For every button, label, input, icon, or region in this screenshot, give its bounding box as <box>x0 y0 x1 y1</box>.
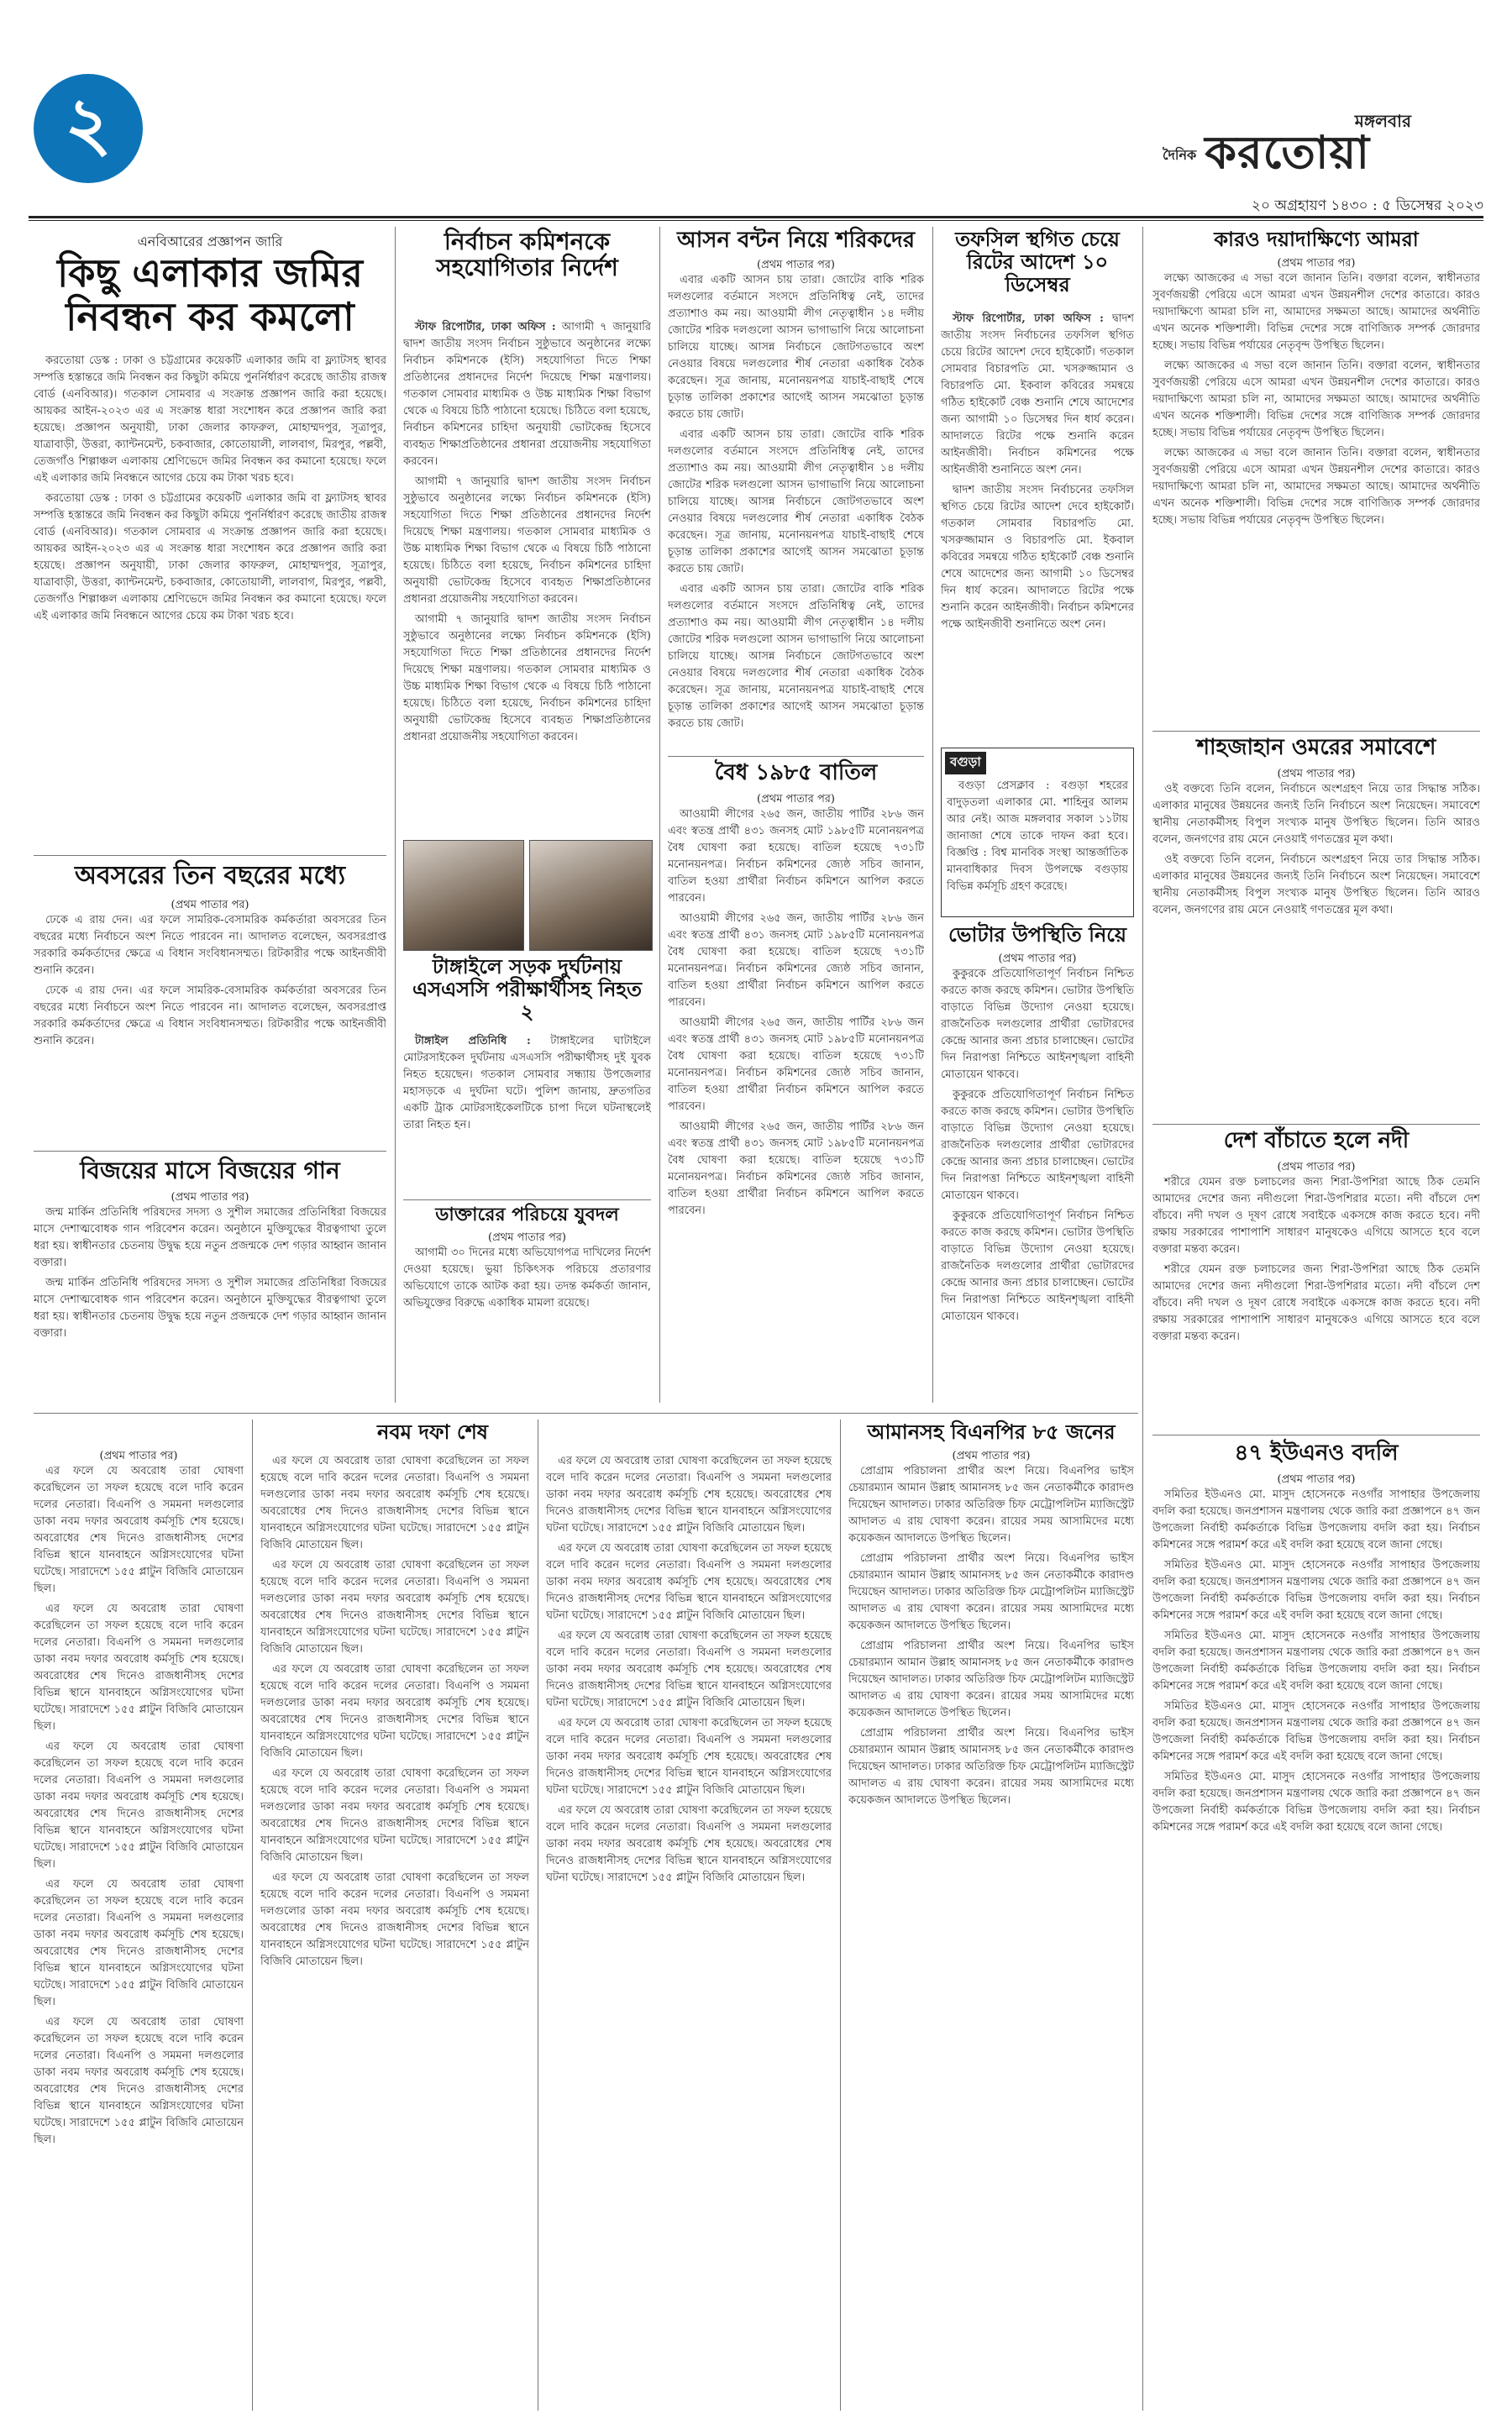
section-divider <box>34 855 386 856</box>
ninth-phase-body-cont: এর ফলে যে অবরোধ তারা ঘোষণা করেছিলেন তা সফল হয়েছে বলে দাবি করেন দলের নেতারা। বিএনপি ও সমমনা দলগুলোর ডাকা নবম দফার অবরোধ কর্মসূচি শেষ হয়েছে। অবরোধের শেষ দিনেও রাজধানীসহ দেশের বিভিন্ন স্থানে যানবাহনে অগ্নিসংযোগের ঘটনা ঘটেছে। সারাদেশে ১৫৫ প্লাটুন বিজিবি মোতায়েন ছিল। এর ফলে যে অবরোধ তারা ঘোষণা করেছিলেন তা সফল হয়েছে বলে দাবি করেন দলের নেতারা। বিএনপি ও সমমনা দলগুলোর ডাকা নবম দফার অবরোধ কর্মসূচি শেষ হয়েছে। অবরোধের শেষ দিনেও রাজধানীসহ দেশের বিভিন্ন স্থানে যানবাহনে অগ্নিসংযোগের ঘটনা ঘটেছে। সারাদেশে ১৫৫ প্লাটুন বিজিবি মোতায়েন ছিল। এর ফলে যে অবরোধ তারা ঘোষণা করেছিলেন তা সফল হয়েছে বলে দাবি করেন দলের নেতারা। বিএনপি ও সমমনা দলগুলোর ডাকা নবম দফার অবরোধ কর্মসূচি শেষ হয়েছে। অবরোধের শেষ দিনেও রাজধানীসহ দেশের বিভিন্ন স্থানে যানবাহনে অগ্নিসংযোগের ঘটনা ঘটেছে। সারাদেশে ১৫৫ প্লাটুন বিজিবি মোতায়েন ছিল। এর ফলে যে অবরোধ তারা ঘোষণা করেছিলেন তা সফল হয়েছে বলে দাবি করেন দলের নেতারা। বিএনপি ও সমমনা দলগুলোর ডাকা নবম দফার অবরোধ কর্মসূচি শেষ হয়েছে। অবরোধের শেষ দিনেও রাজধানীসহ দেশের বিভিন্ন স্থানে যানবাহনে অগ্নিসংযোগের ঘটনা ঘটেছে। সারাদেশে ১৫৫ প্লাটুন বিজিবি মোতায়েন ছিল। এর ফলে যে অবরোধ তারা ঘোষণা করেছিলেন তা সফল হয়েছে বলে দাবি করেন দলের নেতারা। বিএনপি ও সমমনা দলগুলোর ডাকা নবম দফার অবরোধ কর্মসূচি শেষ হয়েছে। অবরোধের শেষ দিনেও রাজধানীসহ দেশের বিভিন্ন স্থানে যানবাহনে অগ্নিসংযোগের ঘটনা ঘটেছে। সারাদেশে ১৫৫ প্লাটুন বিজিবি মোতায়েন ছিল। <box>260 1455 529 1968</box>
date-line: ২০ অগ্রহায়ণ ১৪৩০ : ৫ ডিসেম্বর ২০২৩ <box>1251 197 1483 214</box>
retirement-headline: অবসরের তিন বছরের মধ্যে <box>74 861 346 890</box>
day-label: মঙ্গলবার <box>1354 111 1411 131</box>
section-divider <box>668 756 924 757</box>
continued-note: (প্রথম পাতার পর) <box>171 1191 249 1204</box>
bogura-body: বগুড়া প্রেসক্লাব : বগুড়া শহরের বাদুড়তলা এলাকার মো. শাহিনুর আলম আর নেই। আজ মঙ্গলবার সকাল ১১টায় জানাজা শেষে তাকে দাফন করা হবে। বিজ্ঞপ্তি : বিশ্ব মানবিক সংস্থা আন্তর্জাতিক মানবাধিকার দিবস উপলক্ষে বগুড়ায় বিভিন্ন কর্মসূচি গ্রহণ করেছে। <box>947 779 1128 893</box>
section-divider <box>34 1413 1138 1414</box>
masthead-logo: করতোয়া <box>1205 125 1371 179</box>
column-divider <box>932 227 933 1403</box>
continued-note: (প্রথম পাতার পর) <box>1277 768 1356 780</box>
lead-headline: কিছু এলাকার জমির নিবন্ধন কর কমলো <box>57 250 363 339</box>
accident-body: টাঙ্গাইল প্রতিনিধি : টাঙ্গাইলের ঘাটাইলে মোটরসাইকেল দুর্ঘটনায় এসএসসি পরীক্ষার্থীসহ দুই যুবক নিহত হয়েছেন। গতকাল সোমবার সন্ধ্যায় উপজেলার মহাসড়কে এ দুর্ঘটনা ঘটে। পুলিশ জানায়, দ্রুতগতির একটি ট্রাক মোটরসাইকেলটিকে চাপা দিলে ঘটনাস্থলেই তারা নিহত হন। <box>403 1035 651 1131</box>
continued-note: (প্রথম পাতার পর) <box>1277 1473 1356 1486</box>
lead-body: করতোয়া ডেস্ক : ঢাকা ও চট্টগ্রামের কয়েকটি এলাকার জমি বা ফ্ল্যাটসহ স্থাবর সম্পত্তি হস্তান্তরে জমি নিবন্ধন কর কিছুটা কমিয়ে পুনর্নির্ধারণ করেছে জাতীয় রাজস্ব বোর্ড (এনবিআর)। গতকাল সোমবার এ সংক্রান্ত প্রজ্ঞাপন জারি করা হয়েছে। আয়কর আইন-২০২৩ এর এ সংক্রান্ত ধারা সংশোধন করে প্রজ্ঞাপন জারি করা হয়েছে। প্রজ্ঞাপন অনুযায়ী, ঢাকা জেলার কাফরুল, মোহাম্মদপুর, সূত্রাপুর, যাত্রাবাড়ী, উত্তরা, ক্যান্টনমেন্ট, চকবাজার, কোতোয়ালী, লালবাগ, মিরপুর, পল্লবী, তেজগাঁও শিল্পাঞ্চল এলাকায় শ্রেণিভেদে জমির নিবন্ধন কর কমানো হয়েছে। ফলে এই এলাকার জমি নিবন্ধনে আগের চেয়ে কম টাকা খরচ হবে। করতোয়া ডেস্ক : ঢাকা ও চট্টগ্রামের কয়েকটি এলাকার জমি বা ফ্ল্যাটসহ স্থাবর সম্পত্তি হস্তান্তরে জমি নিবন্ধন কর কিছুটা কমিয়ে পুনর্নির্ধারণ করেছে জাতীয় রাজস্ব বোর্ড (এনবিআর)। গতকাল সোমবার এ সংক্রান্ত প্রজ্ঞাপন জারি করা হয়েছে। আয়কর আইন-২০২৩ এর এ সংক্রান্ত ধারা সংশোধন করে প্রজ্ঞাপন জারি করা হয়েছে। প্রজ্ঞাপন অনুযায়ী, ঢাকা জেলার কাফরুল, মোহাম্মদপুর, সূত্রাপুর, যাত্রাবাড়ী, উত্তরা, ক্যান্টনমেন্ট, চকবাজার, কোতোয়ালী, লালবাগ, মিরপুর, পল্লবী, তেজগাঁও শিল্পাঞ্চল এলাকায় শ্রেণিভেদে জমির নিবন্ধন কর কমানো হয়েছে। ফলে এই এলাকার জমি নিবন্ধনে আগের চেয়ে কম টাকা খরচ হবে। <box>34 354 386 622</box>
section-divider <box>34 1151 386 1152</box>
bogura-tag: বগুড়া <box>945 752 986 774</box>
doctor-body: আগামী ৩০ দিনের মধ্যে অভিযোগপত্র দাখিলের নির্দেশ দেওয়া হয়েছে। ভুয়া চিকিৎসক পরিচয়ে প্রতারণার অভিযোগে তাকে আটক করা হয়। তদন্ত কর্মকর্তা জানান, অভিযুক্তের বিরুদ্ধে একাধিক মামলা রয়েছে। <box>403 1246 651 1309</box>
ninth-phase-headline: নবম দফা শেষ <box>377 1420 488 1444</box>
bnp-verdict-headline: আমানসহ বিএনপির ৮৫ জনের <box>867 1420 1116 1444</box>
valid-nominations-headline: বৈধ ১৯৮৫ বাতিল <box>714 760 878 785</box>
valid-nominations-body: আওয়ামী লীগের ২৬৫ জন, জাতীয় পার্টির ২৮৬ জন এবং স্বতন্ত্র প্রার্থী ৪৩১ জনসহ মোট ১৯৮৫টি মনোনয়নপত্র বৈধ ঘোষণা করা হয়েছে। বাতিল হয়েছে ৭৩১টি মনোনয়নপত্র। নির্বাচন কমিশনের জ্যেষ্ঠ সচিব জানান, বাতিল হওয়া প্রার্থীরা নির্বাচন কমিশনে আপিল করতে পারবেন। আওয়ামী লীগের ২৬৫ জন, জাতীয় পার্টির ২৮৬ জন এবং স্বতন্ত্র প্রার্থী ৪৩১ জনসহ মোট ১৯৮৫টি মনোনয়নপত্র বৈধ ঘোষণা করা হয়েছে। বাতিল হয়েছে ৭৩১টি মনোনয়নপত্র। নির্বাচন কমিশনের জ্যেষ্ঠ সচিব জানান, বাতিল হওয়া প্রার্থীরা নির্বাচন কমিশনে আপিল করতে পারবেন। আওয়ামী লীগের ২৬৫ জন, জাতীয় পার্টির ২৮৬ জন এবং স্বতন্ত্র প্রার্থী ৪৩১ জনসহ মোট ১৯৮৫টি মনোনয়নপত্র বৈধ ঘোষণা করা হয়েছে। বাতিল হয়েছে ৭৩১টি মনোনয়নপত্র। নির্বাচন কমিশনের জ্যেষ্ঠ সচিব জানান, বাতিল হওয়া প্রার্থীরা নির্বাচন কমিশনে আপিল করতে পারবেন। আওয়ামী লীগের ২৬৫ জন, জাতীয় পার্টির ২৮৬ জন এবং স্বতন্ত্র প্রার্থী ৪৩১ জনসহ মোট ১৯৮৫টি মনোনয়নপত্র বৈধ ঘোষণা করা হয়েছে। বাতিল হয়েছে ৭৩১টি মনোনয়নপত্র। নির্বাচন কমিশনের জ্যেষ্ঠ সচিব জানান, বাতিল হওয়া প্রার্থীরা নির্বাচন কমিশনে আপিল করতে পারবেন। <box>668 808 924 1217</box>
river-body: শরীরে যেমন রক্ত চলাচলের জন্য শিরা-উপশিরা আছে ঠিক তেমনি আমাদের দেশের জন্য নদীগুলো শিরা-উপশিরার মতো। নদী বাঁচলে দেশ বাঁচবে। নদী দখল ও দূষণ রোধে সবাইকে একসঙ্গে কাজ করতে হবে। নদী রক্ষায় সরকারের পাশাপাশি সাধারণ মানুষকেও এগিয়ে আসতে হবে বলে বক্তারা মন্তব্য করেন। শরীরে যেমন রক্ত চলাচলের জন্য শিরা-উপশিরা আছে ঠিক তেমনি আমাদের দেশের জন্য নদীগুলো শিরা-উপশিরার মতো। নদী বাঁচলে দেশ বাঁচবে। নদী দখল ও দূষণ রোধে সবাইকে একসঙ্গে কাজ করতে হবে। নদী রক্ষায় সরকারের পাশাপাশি সাধারণ মানুষকেও এগিয়ে আসতে হবে বলে বক্তারা মন্তব্য করেন। <box>1152 1176 1480 1343</box>
bogura-box <box>941 748 1134 917</box>
page-number-badge <box>34 74 143 183</box>
column-divider <box>1142 227 1143 2411</box>
column-divider <box>659 227 660 1403</box>
page-number: ২ <box>65 81 112 166</box>
section-divider <box>1152 1124 1480 1125</box>
voter-turnout-headline: ভোটার উপস্থিতি নিয়ে <box>948 922 1127 947</box>
header-rule <box>29 216 1483 218</box>
continued-note: (প্রথম পাতার পর) <box>952 1450 1031 1462</box>
uno-transfer-body: সমিতির ইউএনও মো. মাসুদ হোসেনকে নওগাঁর সাপাহার উপজেলায় বদলি করা হয়েছে। জনপ্রশাসন মন্ত্রণালয় থেকে জারি করা প্রজ্ঞাপনে ৪৭ জন উপজেলা নির্বাহী কর্মকর্তাকে বিভিন্ন উপজেলায় বদলি করা হয়। নির্বাচন কমিশনের সঙ্গে পরামর্শ করে এই বদলি করা হয়েছে বলে জানা গেছে। সমিতির ইউএনও মো. মাসুদ হোসেনকে নওগাঁর সাপাহার উপজেলায় বদলি করা হয়েছে। জনপ্রশাসন মন্ত্রণালয় থেকে জারি করা প্রজ্ঞাপনে ৪৭ জন উপজেলা নির্বাহী কর্মকর্তাকে বিভিন্ন উপজেলায় বদলি করা হয়। নির্বাচন কমিশনের সঙ্গে পরামর্শ করে এই বদলি করা হয়েছে বলে জানা গেছে। সমিতির ইউএনও মো. মাসুদ হোসেনকে নওগাঁর সাপাহার উপজেলায় বদলি করা হয়েছে। জনপ্রশাসন মন্ত্রণালয় থেকে জারি করা প্রজ্ঞাপনে ৪৭ জন উপজেলা নির্বাহী কর্মকর্তাকে বিভিন্ন উপজেলায় বদলি করা হয়। নির্বাচন কমিশনের সঙ্গে পরামর্শ করে এই বদলি করা হয়েছে বলে জানা গেছে। সমিতির ইউএনও মো. মাসুদ হোসেনকে নওগাঁর সাপাহার উপজেলায় বদলি করা হয়েছে। জনপ্রশাসন মন্ত্রণালয় থেকে জারি করা প্রজ্ঞাপনে ৪৭ জন উপজেলা নির্বাহী কর্মকর্তাকে বিভিন্ন উপজেলায় বদলি করা হয়। নির্বাচন কমিশনের সঙ্গে পরামর্শ করে এই বদলি করা হয়েছে বলে জানা গেছে। সমিতির ইউএনও মো. মাসুদ হোসেনকে নওগাঁর সাপাহার উপজেলায় বদলি করা হয়েছে। জনপ্রশাসন মন্ত্রণালয় থেকে জারি করা প্রজ্ঞাপনে ৪৭ জন উপজেলা নির্বাহী কর্মকর্তাকে বিভিন্ন উপজেলায় বদলি করা হয়। নির্বাচন কমিশনের সঙ্গে পরামর্শ করে এই বদলি করা হয়েছে বলে জানা গেছে। <box>1152 1488 1480 1834</box>
election-commission-headline: নির্বাচন কমিশনকে সহযোগিতার নির্দেশ <box>436 228 618 282</box>
section-divider <box>1152 731 1480 732</box>
shahjahan-body: ওই বক্তব্যে তিনি বলেন, নির্বাচনে অংশগ্রহণ নিয়ে তার সিদ্ধান্ত সঠিক। এলাকার মানুষের উন্নয়নের জন্যই তিনি নির্বাচনে অংশ নিয়েছেন। সমাবেশে স্থানীয় নেতাকর্মীসহ বিপুল সংখ্যক মানুষ উপস্থিত ছিলেন। তিনি আরও বলেন, জনগণের রায় মেনে নেওয়াই গণতন্ত্রের মূল কথা। ওই বক্তব্যে তিনি বলেন, নির্বাচনে অংশগ্রহণ নিয়ে তার সিদ্ধান্ত সঠিক। এলাকার মানুষের উন্নয়নের জন্যই তিনি নির্বাচনে অংশ নিয়েছেন। সমাবেশে স্থানীয় নেতাকর্মীসহ বিপুল সংখ্যক মানুষ উপস্থিত ছিলেন। তিনি আরও বলেন, জনগণের রায় মেনে নেওয়াই গণতন্ত্রের মূল কথা। <box>1152 783 1480 916</box>
masthead <box>1163 126 1482 185</box>
voter-turnout-body: কুকুরকে প্রতিযোগিতাপূর্ণ নির্বাচন নিশ্চিত করতে কাজ করছে কমিশন। ভোটার উপস্থিতি বাড়াতে বিভিন্ন উদ্যোগ নেওয়া হয়েছে। রাজনৈতিক দলগুলোর প্রার্থীরা ভোটারদের কেন্দ্রে আনার জন্য প্রচার চালাচ্ছেন। ভোটের দিন নিরাপত্তা নিশ্চিতে আইনশৃঙ্খলা বাহিনী মোতায়েন থাকবে। কুকুরকে প্রতিযোগিতাপূর্ণ নির্বাচন নিশ্চিত করতে কাজ করছে কমিশন। ভোটার উপস্থিতি বাড়াতে বিভিন্ন উদ্যোগ নেওয়া হয়েছে। রাজনৈতিক দলগুলোর প্রার্থীরা ভোটারদের কেন্দ্রে আনার জন্য প্রচার চালাচ্ছেন। ভোটের দিন নিরাপত্তা নিশ্চিতে আইনশৃঙ্খলা বাহিনী মোতায়েন থাকবে। কুকুরকে প্রতিযোগিতাপূর্ণ নির্বাচন নিশ্চিত করতে কাজ করছে কমিশন। ভোটার উপস্থিতি বাড়াতে বিভিন্ন উদ্যোগ নেওয়া হয়েছে। রাজনৈতিক দলগুলোর প্রার্থীরা ভোটারদের কেন্দ্রে আনার জন্য প্রচার চালাচ্ছেন। ভোটের দিন নিরাপত্তা নিশ্চিতে আইনশৃঙ্খলা বাহিনী মোতায়েন থাকবে। <box>941 968 1134 1323</box>
victim-photo <box>403 840 524 951</box>
doctor-headline: ডাক্তারের পরিচয়ে যুবদল <box>435 1204 619 1225</box>
accident-headline: টাঙ্গাইলে সড়ক দুর্ঘটনায় এসএসসি পরীক্ষার্থীসহ নিহত ২ <box>412 954 643 1024</box>
masthead-small: দৈনিক <box>1163 147 1197 163</box>
uno-transfer-headline: ৪৭ ইউএনও বদলি <box>1234 1441 1399 1466</box>
continued-note: (প্রথম পাতার পর) <box>1277 1161 1356 1173</box>
victim-photo <box>529 840 653 951</box>
dependence-headline: কারও দয়াদাক্ষিণ্যে আমরা <box>1214 227 1419 251</box>
continued-note: (প্রথম পাতার পর) <box>171 899 249 911</box>
continued-note: (প্রথম পাতার পর) <box>757 793 835 806</box>
seat-sharing-headline: আসন বন্টন নিয়ে শরিকদের <box>676 228 916 253</box>
ninth-phase-body: এর ফলে যে অবরোধ তারা ঘোষণা করেছিলেন তা সফল হয়েছে বলে দাবি করেন দলের নেতারা। বিএনপি ও সমমনা দলগুলোর ডাকা নবম দফার অবরোধ কর্মসূচি শেষ হয়েছে। অবরোধের শেষ দিনেও রাজধানীসহ দেশের বিভিন্ন স্থানে যানবাহনে অগ্নিসংযোগের ঘটনা ঘটেছে। সারাদেশে ১৫৫ প্লাটুন বিজিবি মোতায়েন ছিল। এর ফলে যে অবরোধ তারা ঘোষণা করেছিলেন তা সফল হয়েছে বলে দাবি করেন দলের নেতারা। বিএনপি ও সমমনা দলগুলোর ডাকা নবম দফার অবরোধ কর্মসূচি শেষ হয়েছে। অবরোধের শেষ দিনেও রাজধানীসহ দেশের বিভিন্ন স্থানে যানবাহনে অগ্নিসংযোগের ঘটনা ঘটেছে। সারাদেশে ১৫৫ প্লাটুন বিজিবি মোতায়েন ছিল। এর ফলে যে অবরোধ তারা ঘোষণা করেছিলেন তা সফল হয়েছে বলে দাবি করেন দলের নেতারা। বিএনপি ও সমমনা দলগুলোর ডাকা নবম দফার অবরোধ কর্মসূচি শেষ হয়েছে। অবরোধের শেষ দিনেও রাজধানীসহ দেশের বিভিন্ন স্থানে যানবাহনে অগ্নিসংযোগের ঘটনা ঘটেছে। সারাদেশে ১৫৫ প্লাটুন বিজিবি মোতায়েন ছিল। এর ফলে যে অবরোধ তারা ঘোষণা করেছিলেন তা সফল হয়েছে বলে দাবি করেন দলের নেতারা। বিএনপি ও সমমনা দলগুলোর ডাকা নবম দফার অবরোধ কর্মসূচি শেষ হয়েছে। অবরোধের শেষ দিনেও রাজধানীসহ দেশের বিভিন্ন স্থানে যানবাহনে অগ্নিসংযোগের ঘটনা ঘটেছে। সারাদেশে ১৫৫ প্লাটুন বিজিবি মোতায়েন ছিল। এর ফলে যে অবরোধ তারা ঘোষণা করেছিলেন তা সফল হয়েছে বলে দাবি করেন দলের নেতারা। বিএনপি ও সমমনা দলগুলোর ডাকা নবম দফার অবরোধ কর্মসূচি শেষ হয়েছে। অবরোধের শেষ দিনেও রাজধানীসহ দেশের বিভিন্ন স্থানে যানবাহনে অগ্নিসংযোগের ঘটনা ঘটেছে। সারাদেশে ১৫৫ প্লাটুন বিজিবি মোতায়েন ছিল। <box>34 1465 244 2146</box>
victory-headline: বিজয়ের মাসে বিজয়ের গান <box>80 1157 340 1184</box>
bnp-verdict-body: প্রোগ্রাম পরিচালনা প্রার্থীর অংশ নিয়ে। বিএনপির ভাইস চেয়ারম্যান আমান উল্লাহ আমানসহ ৮৫ জন নেতাকর্মীকে কারাদণ্ড দিয়েছেন আদালত। ঢাকার অতিরিক্ত চিফ মেট্রোপলিটন ম্যাজিস্ট্রেট আদালত এ রায় ঘোষণা করেন। রায়ের সময় আসামিদের মধ্যে কয়েকজন আদালতে উপস্থিত ছিলেন। প্রোগ্রাম পরিচালনা প্রার্থীর অংশ নিয়ে। বিএনপির ভাইস চেয়ারম্যান আমান উল্লাহ আমানসহ ৮৫ জন নেতাকর্মীকে কারাদণ্ড দিয়েছেন আদালত। ঢাকার অতিরিক্ত চিফ মেট্রোপলিটন ম্যাজিস্ট্রেট আদালত এ রায় ঘোষণা করেন। রায়ের সময় আসামিদের মধ্যে কয়েকজন আদালতে উপস্থিত ছিলেন। প্রোগ্রাম পরিচালনা প্রার্থীর অংশ নিয়ে। বিএনপির ভাইস চেয়ারম্যান আমান উল্লাহ আমানসহ ৮৫ জন নেতাকর্মীকে কারাদণ্ড দিয়েছেন আদালত। ঢাকার অতিরিক্ত চিফ মেট্রোপলিটন ম্যাজিস্ট্রেট আদালত এ রায় ঘোষণা করেন। রায়ের সময় আসামিদের মধ্যে কয়েকজন আদালতে উপস্থিত ছিলেন। প্রোগ্রাম পরিচালনা প্রার্থীর অংশ নিয়ে। বিএনপির ভাইস চেয়ারম্যান আমান উল্লাহ আমানসহ ৮৫ জন নেতাকর্মীকে কারাদণ্ড দিয়েছেন আদালত। ঢাকার অতিরিক্ত চিফ মেট্রোপলিটন ম্যাজিস্ট্রেট আদালত এ রায় ঘোষণা করেন। রায়ের সময় আসামিদের মধ্যে কয়েকজন আদালতে উপস্থিত ছিলেন। <box>848 1465 1134 1807</box>
continued-note: (প্রথম পাতার পর) <box>99 1450 178 1462</box>
dependence-body: লক্ষ্যে আজকের এ সভা বলে জানান তিনি। বক্তারা বলেন, স্বাধীনতার সুবর্ণজয়ন্তী পেরিয়ে এসে আমরা এখন উন্নয়নশীল দেশের কাতারে। কারও দয়াদাক্ষিণ্যে আমরা চলি না, আমাদের সক্ষমতা আছে। আমাদের অর্থনীতি এখন অনেক শক্তিশালী। বিভিন্ন দেশের সঙ্গে বাণিজ্যিক সম্পর্ক জোরদার হচ্ছে। সভায় বিভিন্ন পর্যায়ের নেতৃবৃন্দ উপস্থিত ছিলেন। লক্ষ্যে আজকের এ সভা বলে জানান তিনি। বক্তারা বলেন, স্বাধীনতার সুবর্ণজয়ন্তী পেরিয়ে এসে আমরা এখন উন্নয়নশীল দেশের কাতারে। কারও দয়াদাক্ষিণ্যে আমরা চলি না, আমাদের সক্ষমতা আছে। আমাদের অর্থনীতি এখন অনেক শক্তিশালী। বিভিন্ন দেশের সঙ্গে বাণিজ্যিক সম্পর্ক জোরদার হচ্ছে। সভায় বিভিন্ন পর্যায়ের নেতৃবৃন্দ উপস্থিত ছিলেন। লক্ষ্যে আজকের এ সভা বলে জানান তিনি। বক্তারা বলেন, স্বাধীনতার সুবর্ণজয়ন্তী পেরিয়ে এসে আমরা এখন উন্নয়নশীল দেশের কাতারে। কারও দয়াদাক্ষিণ্যে আমরা চলি না, আমাদের সক্ষমতা আছে। আমাদের অর্থনীতি এখন অনেক শক্তিশালী। বিভিন্ন দেশের সঙ্গে বাণিজ্যিক সম্পর্ক জোরদার হচ্ছে। সভায় বিভিন্ন পর্যায়ের নেতৃবৃন্দ উপস্থিত ছিলেন। <box>1152 272 1480 527</box>
retirement-body: ঢেকে এ রায় দেন। এর ফলে সামরিক-বেসামরিক কর্মকর্তারা অবসরের তিন বছরের মধ্যে নির্বাচনে অংশ নিতে পারবেন না। আদালত বলেছেন, অবসরপ্রাপ্ত সরকারি কর্মকর্তাদের ক্ষেত্রে এ বিধান সংবিধানসম্মত। রিটকারীর পক্ষে আইনজীবী শুনানি করেন। ঢেকে এ রায় দেন। এর ফলে সামরিক-বেসামরিক কর্মকর্তারা অবসরের তিন বছরের মধ্যে নির্বাচনে অংশ নিতে পারবেন না। আদালত বলেছেন, অবসরপ্রাপ্ত সরকারি কর্মকর্তাদের ক্ষেত্রে এ বিধান সংবিধানসম্মত। রিটকারীর পক্ষে আইনজীবী শুনানি করেন। <box>34 914 386 1047</box>
river-headline: দেশ বাঁচাতে হলে নদী <box>1223 1128 1410 1153</box>
column-divider <box>252 1420 253 2411</box>
column-divider <box>395 227 396 1403</box>
continued-note: (প্রথম পাতার পর) <box>488 1231 566 1244</box>
lead-shoulder: এনবিআরের প্রজ্ঞাপন জারি <box>137 234 283 249</box>
continued-note: (প্রথম পাতার পর) <box>998 953 1077 965</box>
section-divider <box>403 1199 651 1200</box>
seat-sharing-body: এবার একটি আসন চায় তারা। জোটের বাকি শরিক দলগুলোর বর্তমানে সংসদে প্রতিনিধিত্ব নেই, তাদের প্রত্যাশাও কম নয়। আওয়ামী লীগ নেতৃত্বাধীন ১৪ দলীয় জোটের শরিক দলগুলো আসন ভাগাভাগি নিয়ে আলোচনা চালিয়ে যাচ্ছে। আসন্ন নির্বাচনে জোটগতভাবে অংশ নেওয়ার বিষয়ে দলগুলোর শীর্ষ নেতারা একাধিক বৈঠক করেছেন। সূত্র জানায়, মনোনয়নপত্র যাচাই-বাছাই শেষে চূড়ান্ত তালিকা প্রকাশের আগেই আসন সমঝোতা চূড়ান্ত করতে চায় জোট। এবার একটি আসন চায় তারা। জোটের বাকি শরিক দলগুলোর বর্তমানে সংসদে প্রতিনিধিত্ব নেই, তাদের প্রত্যাশাও কম নয়। আওয়ামী লীগ নেতৃত্বাধীন ১৪ দলীয় জোটের শরিক দলগুলো আসন ভাগাভাগি নিয়ে আলোচনা চালিয়ে যাচ্ছে। আসন্ন নির্বাচনে জোটগতভাবে অংশ নেওয়ার বিষয়ে দলগুলোর শীর্ষ নেতারা একাধিক বৈঠক করেছেন। সূত্র জানায়, মনোনয়নপত্র যাচাই-বাছাই শেষে চূড়ান্ত তালিকা প্রকাশের আগেই আসন সমঝোতা চূড়ান্ত করতে চায় জোট। এবার একটি আসন চায় তারা। জোটের বাকি শরিক দলগুলোর বর্তমানে সংসদে প্রতিনিধিত্ব নেই, তাদের প্রত্যাশাও কম নয়। আওয়ামী লীগ নেতৃত্বাধীন ১৪ দলীয় জোটের শরিক দলগুলো আসন ভাগাভাগি নিয়ে আলোচনা চালিয়ে যাচ্ছে। আসন্ন নির্বাচনে জোটগতভাবে অংশ নেওয়ার বিষয়ে দলগুলোর শীর্ষ নেতারা একাধিক বৈঠক করেছেন। সূত্র জানায়, মনোনয়নপত্র যাচাই-বাছাই শেষে চূড়ান্ত তালিকা প্রকাশের আগেই আসন সমঝোতা চূড়ান্ত করতে চায় জোট। <box>668 274 924 730</box>
victory-body: জন্ম মার্কিন প্রতিনিধি পরিষদের সদস্য ও সুশীল সমাজের প্রতিনিধিরা বিজয়ের মাসে দেশাত্মবোধক গান পরিবেশন করেন। অনুষ্ঠানে মুক্তিযুদ্ধের বীরত্বগাথা তুলে ধরা হয়। স্বাধীনতার চেতনায় উদ্বুদ্ধ হয়ে নতুন প্রজন্মকে দেশ গড়ার আহ্বান জানান বক্তারা। জন্ম মার্কিন প্রতিনিধি পরিষদের সদস্য ও সুশীল সমাজের প্রতিনিধিরা বিজয়ের মাসে দেশাত্মবোধক গান পরিবেশন করেন। অনুষ্ঠানে মুক্তিযুদ্ধের বীরত্বগাথা তুলে ধরা হয়। স্বাধীনতার চেতনায় উদ্বুদ্ধ হয়ে নতুন প্রজন্মকে দেশ গড়ার আহ্বান জানান বক্তারা। <box>34 1206 386 1340</box>
header-rule-thin <box>29 220 1483 221</box>
schedule-writ-body: স্টাফ রিপোর্টার, ঢাকা অফিস : দ্বাদশ জাতীয় সংসদ নির্বাচনের তফসিল স্থগিত চেয়ে রিটের আদেশ দেবে হাইকোর্ট। গতকাল সোমবার বিচারপতি মো. খসরুজ্জামান ও বিচারপতি মো. ইকবাল কবিরের সমন্বয়ে গঠিত হাইকোর্ট বেঞ্চ শুনানি শেষে আদেশের জন্য আগামী ১০ ডিসেম্বর দিন ধার্য করেন। আদালতে রিটের পক্ষে শুনানি করেন আইনজীবী। নির্বাচন কমিশনের পক্ষে আইনজীবী শুনানিতে অংশ নেন। দ্বাদশ জাতীয় সংসদ নির্বাচনের তফসিল স্থগিত চেয়ে রিটের আদেশ দেবে হাইকোর্ট। গতকাল সোমবার বিচারপতি মো. খসরুজ্জামান ও বিচারপতি মো. ইকবাল কবিরের সমন্বয়ে গঠিত হাইকোর্ট বেঞ্চ শুনানি শেষে আদেশের জন্য আগামী ১০ ডিসেম্বর দিন ধার্য করেন। আদালতে রিটের পক্ষে শুনানি করেন আইনজীবী। নির্বাচন কমিশনের পক্ষে আইনজীবী শুনানিতে অংশ নেন। <box>941 312 1134 631</box>
shahjahan-headline: শাহজাহান ওমরের সমাবেশে <box>1196 735 1436 760</box>
schedule-writ-headline: তফসিল স্থগিত চেয়ে রিটের আদেশ ১০ ডিসেম্বর <box>955 227 1120 297</box>
continued-note: (প্রথম পাতার পর) <box>757 259 835 271</box>
column-divider <box>840 1420 841 2411</box>
election-commission-body: স্টাফ রিপোর্টার, ঢাকা অফিস : আগামী ৭ জানুয়ারি দ্বাদশ জাতীয় সংসদ নির্বাচন সুষ্ঠুভাবে অনুষ্ঠানের লক্ষ্যে নির্বাচন কমিশনকে (ইসি) সহযোগিতা দিতে শিক্ষা প্রতিষ্ঠানের প্রধানদের নির্দেশ দিয়েছে শিক্ষা মন্ত্রণালয়। গতকাল সোমবার মাধ্যমিক ও উচ্চ মাধ্যমিক শিক্ষা বিভাগ থেকে এ বিষয়ে চিঠি পাঠানো হয়েছে। চিঠিতে বলা হয়েছে, নির্বাচন কমিশনের চাহিদা অনুযায়ী ভোটকেন্দ্র হিসেবে ব্যবহৃত শিক্ষাপ্রতিষ্ঠানের প্রধানরা প্রয়োজনীয় সহযোগিতা করবেন। আগামী ৭ জানুয়ারি দ্বাদশ জাতীয় সংসদ নির্বাচন সুষ্ঠুভাবে অনুষ্ঠানের লক্ষ্যে নির্বাচন কমিশনকে (ইসি) সহযোগিতা দিতে শিক্ষা প্রতিষ্ঠানের প্রধানদের নির্দেশ দিয়েছে শিক্ষা মন্ত্রণালয়। গতকাল সোমবার মাধ্যমিক ও উচ্চ মাধ্যমিক শিক্ষা বিভাগ থেকে এ বিষয়ে চিঠি পাঠানো হয়েছে। চিঠিতে বলা হয়েছে, নির্বাচন কমিশনের চাহিদা অনুযায়ী ভোটকেন্দ্র হিসেবে ব্যবহৃত শিক্ষাপ্রতিষ্ঠানের প্রধানরা প্রয়োজনীয় সহযোগিতা করবেন। আগামী ৭ জানুয়ারি দ্বাদশ জাতীয় সংসদ নির্বাচন সুষ্ঠুভাবে অনুষ্ঠানের লক্ষ্যে নির্বাচন কমিশনকে (ইসি) সহযোগিতা দিতে শিক্ষা প্রতিষ্ঠানের প্রধানদের নির্দেশ দিয়েছে শিক্ষা মন্ত্রণালয়। গতকাল সোমবার মাধ্যমিক ও উচ্চ মাধ্যমিক শিক্ষা বিভাগ থেকে এ বিষয়ে চিঠি পাঠানো হয়েছে। চিঠিতে বলা হয়েছে, নির্বাচন কমিশনের চাহিদা অনুযায়ী ভোটকেন্দ্র হিসেবে ব্যবহৃত শিক্ষাপ্রতিষ্ঠানের প্রধানরা প্রয়োজনীয় সহযোগিতা করবেন। <box>403 321 651 743</box>
ninth-phase-body-cont: এর ফলে যে অবরোধ তারা ঘোষণা করেছিলেন তা সফল হয়েছে বলে দাবি করেন দলের নেতারা। বিএনপি ও সমমনা দলগুলোর ডাকা নবম দফার অবরোধ কর্মসূচি শেষ হয়েছে। অবরোধের শেষ দিনেও রাজধানীসহ দেশের বিভিন্ন স্থানে যানবাহনে অগ্নিসংযোগের ঘটনা ঘটেছে। সারাদেশে ১৫৫ প্লাটুন বিজিবি মোতায়েন ছিল। এর ফলে যে অবরোধ তারা ঘোষণা করেছিলেন তা সফল হয়েছে বলে দাবি করেন দলের নেতারা। বিএনপি ও সমমনা দলগুলোর ডাকা নবম দফার অবরোধ কর্মসূচি শেষ হয়েছে। অবরোধের শেষ দিনেও রাজধানীসহ দেশের বিভিন্ন স্থানে যানবাহনে অগ্নিসংযোগের ঘটনা ঘটেছে। সারাদেশে ১৫৫ প্লাটুন বিজিবি মোতায়েন ছিল। এর ফলে যে অবরোধ তারা ঘোষণা করেছিলেন তা সফল হয়েছে বলে দাবি করেন দলের নেতারা। বিএনপি ও সমমনা দলগুলোর ডাকা নবম দফার অবরোধ কর্মসূচি শেষ হয়েছে। অবরোধের শেষ দিনেও রাজধানীসহ দেশের বিভিন্ন স্থানে যানবাহনে অগ্নিসংযোগের ঘটনা ঘটেছে। সারাদেশে ১৫৫ প্লাটুন বিজিবি মোতায়েন ছিল। এর ফলে যে অবরোধ তারা ঘোষণা করেছিলেন তা সফল হয়েছে বলে দাবি করেন দলের নেতারা। বিএনপি ও সমমনা দলগুলোর ডাকা নবম দফার অবরোধ কর্মসূচি শেষ হয়েছে। অবরোধের শেষ দিনেও রাজধানীসহ দেশের বিভিন্ন স্থানে যানবাহনে অগ্নিসংযোগের ঘটনা ঘটেছে। সারাদেশে ১৫৫ প্লাটুন বিজিবি মোতায়েন ছিল। এর ফলে যে অবরোধ তারা ঘোষণা করেছিলেন তা সফল হয়েছে বলে দাবি করেন দলের নেতারা। বিএনপি ও সমমনা দলগুলোর ডাকা নবম দফার অবরোধ কর্মসূচি শেষ হয়েছে। অবরোধের শেষ দিনেও রাজধানীসহ দেশের বিভিন্ন স্থানে যানবাহনে অগ্নিসংযোগের ঘটনা ঘটেছে। সারাদেশে ১৫৫ প্লাটুন বিজিবি মোতায়েন ছিল। <box>546 1455 832 1884</box>
continued-note: (প্রথম পাতার পর) <box>1277 257 1356 270</box>
